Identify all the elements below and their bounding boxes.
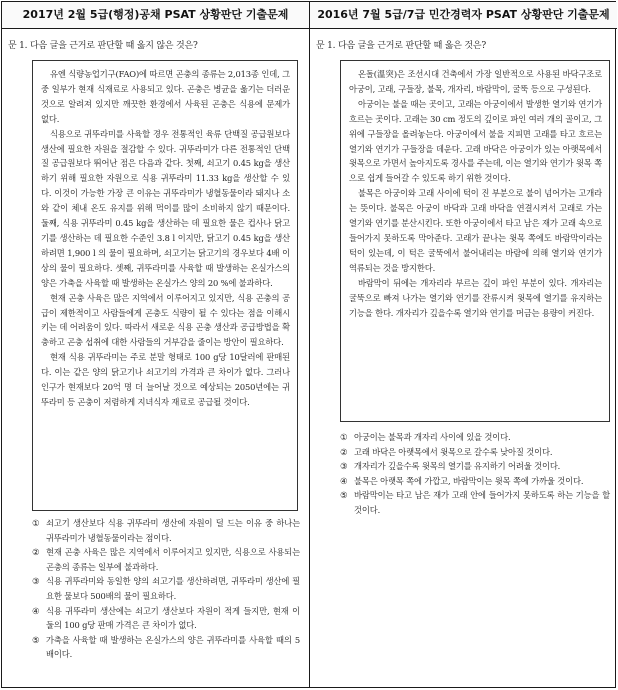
right-column [309, 2, 617, 687]
option-text: 고래 바닥은 아랫목에서 윗목으로 갈수록 낮아질 것이다. [354, 446, 553, 457]
right-question: 문 1. 다음 글을 근거로 판단할 때 옳은 것은? [316, 41, 487, 51]
answer-option[interactable] [32, 545, 300, 574]
option-text: 아궁이는 불목과 개자리 사이에 있을 것이다. [354, 432, 511, 442]
option-number: ① [32, 518, 40, 528]
option-number: ⑤ [340, 490, 348, 501]
answer-option[interactable] [340, 445, 610, 460]
option-text: 불목은 아랫목 쪽에 가깝고, 바람막이는 윗목 쪽에 가까울 것이다. [354, 475, 584, 486]
option-text: 개자리가 깊을수록 윗목의 열기를 유지하기 어려울 것이다. [354, 461, 561, 472]
passage-paragraph: 온돌(溫突)은 조선시대 건축에서 가장 일반적으로 사용된 바닥구조로 아궁이, 고래, 구들장, 불목, 개자리, 바람막이, 굴뚝 등으로 구성된다. [349, 69, 602, 94]
option-text: 바람막이는 타고 남은 재가 고래 안에 들어가지 못하도록 하는 기능을 할 것이다. [354, 490, 610, 515]
answer-option[interactable] [340, 430, 610, 445]
left-column [2, 2, 309, 687]
passage-paragraph: 아궁이는 불을 때는 곳이고, 고래는 아궁이에서 발생한 열기와 연기가 흐르는 곳이다. 고래는 30 cm 정도의 깊이로 파인 여러 개의 골이고, 그 위에 구들장을 올려놓는다. 아궁이에서 불을 지피면 고래를 타고 흐르는 열기와 연기가 구들장을 데운다. 고래 바닥은 아궁이가 있는 아랫목에서 윗목으로 가면서 높아지도록 경사를 주는데, 이는 열기와 연기가 윗목 쪽으로 쉽게 들어갈 수 있도록 하기 위한 것이다. [349, 98, 602, 184]
option-text: 현재 곤충 사육은 많은 지역에서 이루어지고 있지만, 식용으로 사용되는 곤충의 종류는 일부에 불과하다. [46, 547, 300, 572]
answer-option[interactable] [340, 474, 610, 489]
option-text: 식용 귀뚜라미 생산에는 쇠고기 생산보다 자원이 적게 들지만, 현재 이 둘의 100 g당 판매 가격은 큰 차이가 없다. [46, 605, 300, 631]
option-number: ④ [340, 475, 348, 486]
answer-option[interactable] [32, 633, 300, 662]
answer-option[interactable] [340, 459, 610, 474]
right-header: 2016년 7월 5급/7급 민간경력자 PSAT 상황판단 기출문제 [310, 2, 617, 29]
answer-option[interactable] [32, 516, 300, 545]
left-question: 문 1. 다음 글을 근거로 판단할 때 옳지 않은 것은? [8, 41, 198, 51]
option-number: ② [32, 547, 40, 558]
option-number: ⑤ [32, 634, 40, 645]
left-passage-box [32, 60, 298, 511]
answer-option[interactable] [340, 488, 610, 517]
answer-option[interactable] [32, 604, 300, 633]
option-number: ④ [32, 605, 40, 616]
passage-paragraph: 바람막이 뒤에는 개자리라 부르는 깊이 파인 부분이 있다. 개자리는 굴뚝으로 빠져 나가는 열기와 연기를 잔류시켜 윗목에 열기를 유지하는 기능을 한다. 개자리가 깊을수록 열기와 연기를 머금는 용량이 커진다. [349, 277, 602, 318]
option-text: 가축을 사육할 때 발생하는 온실가스의 양은 귀뚜라미를 사육할 때의 5배이다. [46, 634, 300, 660]
answer-option[interactable] [32, 574, 300, 603]
option-number: ① [340, 432, 348, 442]
passage-paragraph: 유엔 식량농업기구(FAO)에 따르면 곤충의 종류는 2,013종 인데, 그 중 일부가 현재 식재료로 사용되고 있다. 곤충은 병균을 옮기는 더러운 것으로 알려져 있지만 깨끗한 환경에서 사육된 곤충은 식용에 문제가 없다. [41, 69, 290, 124]
comparison-table [1, 1, 616, 688]
passage-paragraph: 식용으로 귀뚜라미를 사육할 경우 전통적인 육류 단백질 공급원보다 생산에 필요한 자원을 절감할 수 있다. 귀뚜라미가 다른 전통적인 단백질 공급원보다 뛰어난 점은 다음과 같다. 첫째, 쇠고기 0.45 kg을 생산하기 위해 필요한 자원으로 식용 귀뚜라미 11.33 kg을 생산할 수 있다. 이것이 가능한 가장 큰 이유는 귀뚜라미가 냉혈동물이라 돼지나 소와 같이 체내 온도 유지를 위해 먹이를 많이 소비하지 않기 때문이다. 둘째, 식용 귀뚜라미 0.45 kg을 생산하는 데 필요한 물은 컵사나 닭고기를 생산하는 데 필요한 수준인 3.8 l 이지만, 닭고기 0.45 kg을 생산하려면 1,900 l 의 물이 필요하며, 쇠고기는 닭고기의 경우보다 4배 이상의 물이 필요하다. 셋째, 귀뚜라미를 사육할 때 발생하는 온실가스의 양은 가축을 사육할 때 발생하는 온실가스 양의 20 %에 불과하다. [41, 128, 290, 288]
option-text: 식용 귀뚜라미와 동일한 양의 쇠고기를 생산하려면, 귀뚜라미 생산에 필요한 물보다 500배의 물이 필요하다. [46, 576, 300, 601]
option-number: ③ [340, 461, 348, 472]
right-passage-box [340, 60, 610, 422]
passage-paragraph: 현재 식용 귀뚜라미는 주로 분말 형태로 100 g당 10달러에 판매된다. 이는 같은 양의 닭고기나 쇠고기의 가격과 큰 차이가 없다. 그러나 인구가 현재보다 20억 명 더 늘어날 것으로 예상되는 2050년에는 귀뚜라미 등 곤충이 저렴하게 지녀식자 재료로 공급될 것이다. [41, 352, 290, 407]
left-options [32, 516, 300, 662]
option-number: ② [340, 446, 348, 457]
passage-paragraph: 불목은 아궁이와 고래 사이에 턱이 진 부분으로 불이 넘어가는 고개라는 뜻이다. 불목은 아궁이 바닥과 고래 바닥을 연결시켜서 고래로 가는 열기와 연기를 분산시킨다. 또한 아궁이에서 타고 남은 재가 고래 속으로 들어가지 못하도록 막아준다. 고래가 끝나는 윗목 쪽에도 바람막이라는 턱이 있는데, 이 턱은 굴뚝에서 불어내리는 바람에 의해 열기와 연기가 역류되는 것을 방지한다. [349, 188, 602, 273]
right-options [340, 430, 610, 518]
option-text: 쇠고기 생산보다 식용 귀뚜라미 생산에 자원이 덜 드는 이유 중 하나는 귀뚜라미가 냉혈동물이라는 점이다. [46, 518, 300, 543]
left-header: 2017년 2월 5급(행정)공채 PSAT 상황판단 기출문제 [2, 2, 309, 29]
passage-paragraph: 현재 곤충 사육은 많은 지역에서 이루어지고 있지만, 식용 곤충의 공급이 제한적이고 사람들에게 곤충도 식량이 될 수 있다는 점을 이해시키는 데 어려움이 있다. 따라서 새로운 식용 곤충 생산과 공급방법을 확충하고 곤충 섭취에 대한 사람들의 거부감을 줄이는 방안이 필요하다. [41, 292, 290, 348]
option-number: ③ [32, 576, 40, 587]
